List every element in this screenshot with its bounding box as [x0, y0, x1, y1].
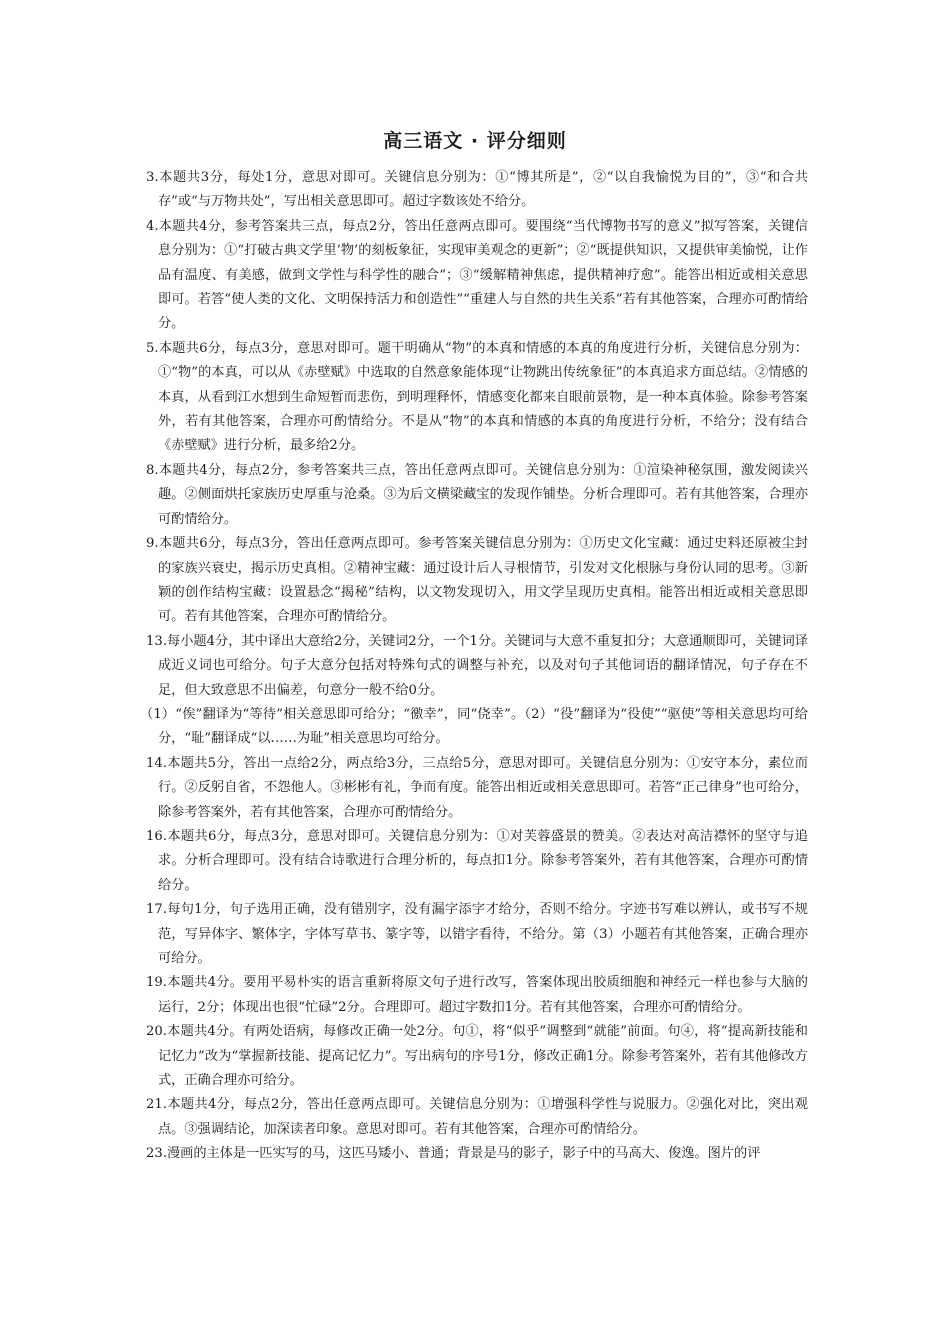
rule-item-19: 19.本题共4分。要用平易朴实的语言重新将原文句子进行改写，答案体现出胶质细胞和神经元一样也参与大脑的运行，2分；体现出也很“忙碌”2分。合理即可。超过字数扣1分。若有其他答案，合理亦可酌情给分。: [146, 975, 808, 1015]
rule-item-14: 14.本题共5分，答出一点给2分，两点给3分，三点给5分，意思对即可。关键信息分别为：①安守本分，素位而行。②反躬自省，不怨他人。③彬彬有礼，争而有度。能答出相近或相关意思即可。若答“正己律身”也可给分，除参考答案外，若有其他答案，合理亦可酌情给分。: [146, 755, 808, 820]
rule-item-3: 3.本题共3分，每处1分，意思对即可。关键信息分别为：①“博其所是”，②“以自我愉悦为目的”，③“和合共存”或“与万物共处”，写出相关意思即可。超过字数该处不给分。: [146, 170, 808, 210]
rule-item-8: 8.本题共4分，每点2分，参考答案共三点，答出任意两点即可。关键信息分别为：①渲染神秘氛围，激发阅读兴趣。②侧面烘托家族历史厚重与沧桑。③为后文横梁藏宝的发现作铺垫。分析合理即可。若有其他答案，合理亦可酌情给分。: [146, 462, 808, 527]
rule-item-13: 13.每小题4分，其中译出大意给2分，关键词2分，一个1分。关键词与大意不重复扣分；大意通顺即可，关键词译成近义词也可给分。句子大意分包括对特殊句式的调整与补充，以及对句子其他词语的翻译情况，句子存在不足，但大致意思不出偏差，句意分一般不给0分。: [146, 633, 808, 698]
rule-item-9: 9.本题共6分，每点3分，答出任意两点即可。参考答案关键信息分别为：①历史文化宝藏：通过史料还原被尘封的家族兴衰史，揭示历史真相。②精神宝藏：通过设计后人寻根情节，引发对文化根脉与身份认同的思考。③新颖的创作结构宝藏：设置悬念“揭秘”结构，以文物发现切入，用文学呈现历史真相。能答出相近或相关意思即可。若有其他答案，合理亦可酌情给分。: [146, 536, 808, 625]
rule-item-20: 20.本题共4分。有两处语病，每修改正确一处2分。句①，将“似乎”调整到“就能”前面。句④，将“提高新技能和记忆力”改为“掌握新技能、提高记忆力”。写出病句的序号1分，修改正确1分。除参考答案外，若有其他修改方式，正确合理亦可给分。: [146, 1024, 808, 1089]
rule-item-5: 5.本题共6分，每点3分，意思对即可。题干明确从“物”的本真和情感的本真的角度进行分析，关键信息分别为：①“物”的本真，可以从《赤壁赋》中选取的自然意象能体现“让物跳出传统象征”的本真追求方面总结。②情感的本真，从看到江水想到生命短暂而悲伤，到明理释怀，情感变化都来自眼前景物，是一种本真体验。除参考答案外，若有其他答案，合理亦可酌情给分。不是从“物”的本真和情感的本真的角度进行分析，不给分；没有结合《赤壁赋》进行分析，最多给2分。: [146, 340, 808, 454]
rule-item-21: 21.本题共4分，每点2分，答出任意两点即可。关键信息分别为：①增强科学性与说服力。②强化对比，突出观点。③强调结论，加深读者印象。意思对即可。若有其他答案，合理亦可酌情给分。: [146, 1097, 808, 1137]
rule-item-16: 16.本题共6分，每点3分，意思对即可。关键信息分别为：①对芙蓉盛景的赞美。②表达对高洁襟怀的坚守与追求。分析合理即可。没有结合诗歌进行合理分析的，每点扣1分。除参考答案外，若有其他答案，合理亦可酌情给分。: [146, 828, 808, 893]
rule-item-4: 4.本题共4分，参考答案共三点，每点2分，答出任意两点即可。要围绕“当代博物书写的意义”拟写答案，关键信息分别为：①“打破古典文学里‘物’的刻板象征，实现审美观念的更新”；②“既提供知识，又提供审美愉悦，让作品有温度、有美感，做到文学性与科学性的融合”；③“缓解精神焦虑，提供精神疗愈”。能答出相近或相关意思即可。若答“使人类的文化、文明保持活力和创造性”“重建人与自然的共生关系”若有其他答案，合理亦可酌情给分。: [146, 218, 808, 332]
page-title: 高三语文 · 评分细则: [383, 130, 567, 152]
rule-item-23: 23.漫画的主体是一匹实写的马，这匹马矮小、普通；背景是马的影子，影子中的马高大、俊逸。图片的评: [146, 1146, 761, 1162]
rule-item-17: 17.每句1分，句子选用正确，没有错别字，没有漏字添字才给分，否则不给分。字迹书写难以辨认，或书写不规范，写异体字、繁体字，字体写草书、篆字等，以错字看待，不给分。第（3）小题若有其他答案，正确合理亦可给分。: [146, 902, 808, 966]
scoring-rules-body: [140, 166, 808, 1167]
rule-item-13-details: （1）“俟”翻译为“等待”相关意思即可给分；“徼幸”，同“侥幸”。（2）“役”翻译为“役使”“驱使”等相关意思均可给分，“耻”翻译成“以……为耻”相关意思均可给分。: [140, 706, 808, 747]
